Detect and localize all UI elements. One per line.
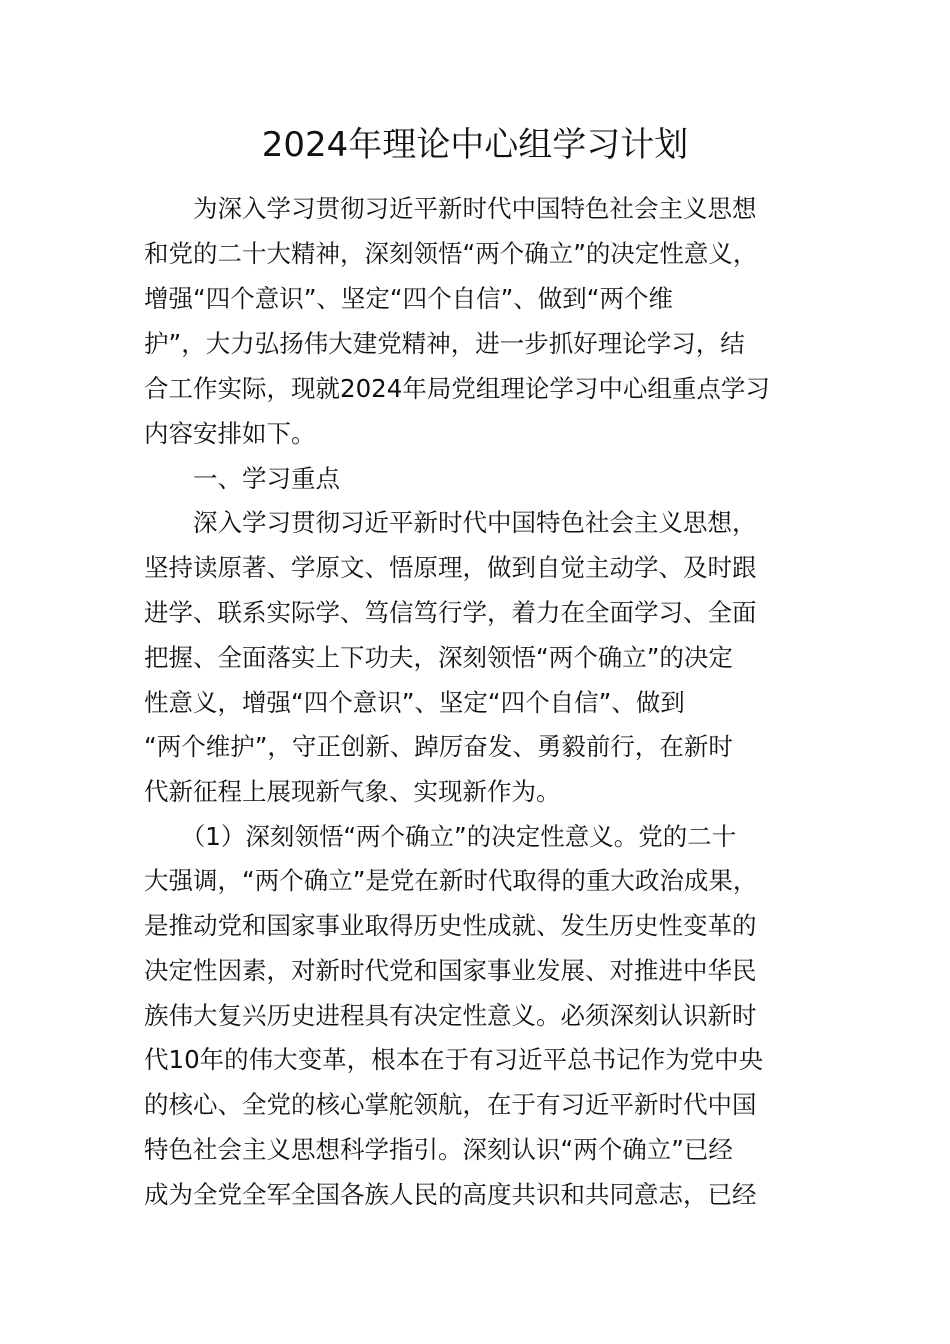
body-line-11: 把握、全面落实上下功夫，深刻领悟“两个确立”的决定 (144, 643, 733, 672)
document-title: 2024年理论中心组学习计划 (261, 125, 689, 165)
body-line-6: 内容安排如下。 (144, 419, 316, 448)
body-line-14: 代新征程上展现新气象、实现新作为。 (144, 777, 561, 806)
body-line-21: 的核心、全党的核心掌舵领航，在于有习近平新时代中国 (144, 1090, 757, 1119)
body-line-5: 合工作实际，现就2024年局党组理论学习中心组重点学习 (144, 374, 770, 403)
body-line-9: 坚持读原著、学原文、悟原理，做到自觉主动学、及时跟 (144, 553, 757, 582)
body-line-8: 深入学习贯彻习近平新时代中国特色社会主义思想， (144, 508, 757, 537)
body-line-2: 和党的二十大精神，深刻领悟“两个确立”的决定性意义， (144, 239, 758, 268)
body-line-23: 成为全党全军全国各族人民的高度共识和共同意志，已经 (144, 1180, 757, 1209)
body-line-20: 代10年的伟大变革，根本在于有习近平总书记作为党中央 (144, 1045, 764, 1074)
body-line-10: 进学、联系实际学、笃信笃行学，着力在全面学习、全面 (144, 598, 757, 627)
body-line-13: “两个维护”，守正创新、踔厉奋发、勇毅前行，在新时 (144, 732, 733, 761)
body-line-19: 族伟大复兴历史进程具有决定性意义。必须深刻认识新时 (144, 1001, 757, 1030)
body-line-22: 特色社会主义思想科学指引。深刻认识“两个确立”已经 (144, 1135, 733, 1164)
section-heading-1: 一、学习重点 (144, 464, 340, 493)
body-line-1: 为深入学习贯彻习近平新时代中国特色社会主义思想 (144, 194, 757, 223)
body-line-16: 大强调，“两个确立”是党在新时代取得的重大政治成果， (144, 866, 758, 895)
body-line-3: 增强“四个意识”、坚定“四个自信”、做到“两个维 (144, 284, 673, 313)
body-line-18: 决定性因素，对新时代党和国家事业发展、对推进中华民 (144, 956, 757, 985)
body-line-17: 是推动党和国家事业取得历史性成就、发生历史性变革的 (144, 911, 757, 940)
body-line-12: 性意义，增强“四个意识”、坚定“四个自信”、做到 (144, 688, 685, 717)
body-line-4: 护”，大力弘扬伟大建党精神，进一步抓好理论学习，结 (144, 329, 745, 358)
body-line-15: （1）深刻领悟“两个确立”的决定性意义。党的二十 (144, 822, 737, 851)
